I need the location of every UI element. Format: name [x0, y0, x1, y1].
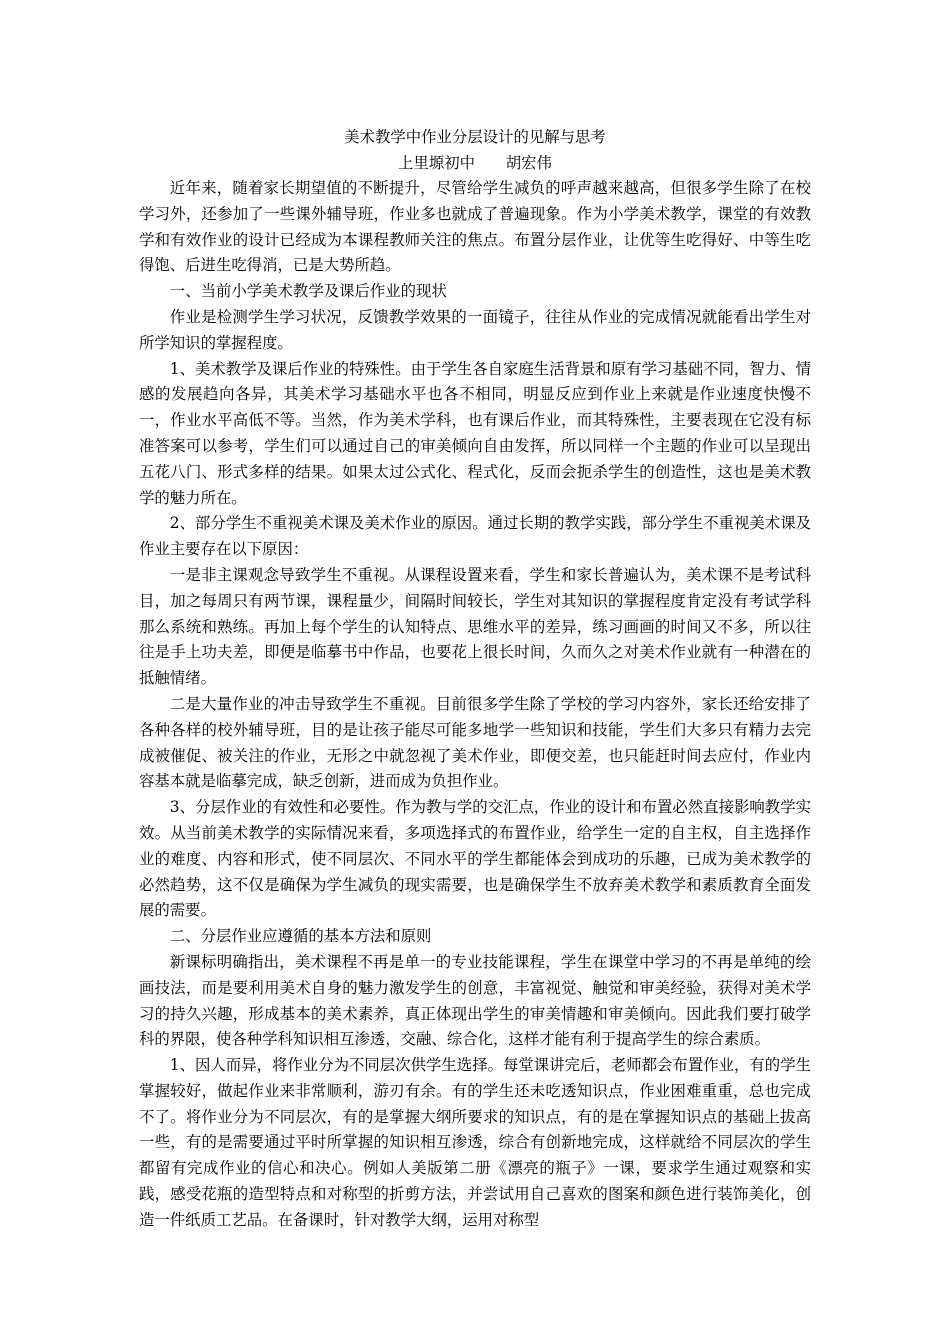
author-line: 上里塬初中 胡宏伟	[398, 154, 552, 172]
paragraph: 作业是检测学生学习状况，反馈教学效果的一面镜子，往往从作业的完成情况就能看出学生对所学知识的掌握程度。	[139, 307, 811, 352]
paragraph: 1、美术教学及课后作业的特殊性。由于学生各自家庭生活背景和原有学习基础不同，智力、情感的发展趋向各异，其美术学习基础水平也各不相同，明显反应到作业上来就是作业速度快慢不一，作业水平高低不等。当然，作为美术学科，也有课后作业，而其特殊性，主要表现在它没有标准答案可以参考，学生们可以通过自己的审美倾向自由发挥，所以同样一个主题的作业可以呈现出五花八门、形式多样的结果。如果太过公式化、程式化，反而会扼杀学生的创造性，这也是美术教学的魅力所在。	[139, 359, 811, 507]
paragraph: 二是大量作业的冲击导致学生不重视。目前很多学生除了学校的学习内容外，家长还给安排了各种各样的校外辅导班，目的是让孩子能尽可能多地学一些知识和技能，学生们大多只有精力去完成被催促、被关注的作业，无形之中就忽视了美术作业，即便交差，也只能赶时间去应付，作业内容基本就是临摹完成，缺乏创新，进而成为负担作业。	[139, 694, 811, 791]
paragraph-intro: 近年来，随着家长期望值的不断提升，尽管给学生减负的呼声越来越高，但很多学生除了在校学习外，还参加了一些课外辅导班，作业多也就成了普遍现象。作为小学美术教学，课堂的有效教学和有效作业的设计已经成为本课程教师关注的焦点。布置分层作业，让优等生吃得好、中等生吃得饱、后进生吃得消，已是大势所趋。	[139, 179, 811, 275]
document-page	[139, 124, 811, 1234]
paragraph: 一是非主课观念导致学生不重视。从课程设置来看，学生和家长普遍认为，美术课不是考试科目，加之每周只有两节课，课程量少，间隔时间较长，学生对其知识的掌握程度肯定没有考试学科那么系统和熟练。再加上每个学生的认知特点、思维水平的差异，练习画画的时间又不多，所以往往是手上功夫差，即便是临摹书中作品，也要花上很长时间，久而久之对美术作业就有一种潜在的抵触情绪。	[139, 565, 811, 688]
paragraph: 3、分层作业的有效性和必要性。作为教与学的交汇点，作业的设计和布置必然直接影响教学实效。从当前美术教学的实际情况来看，多项选择式的布置作业，给学生一定的自主权，自主选择作业的难度、内容和形式，使不同层次、不同水平的学生都能体会到成功的乐趣，已成为美术教学的必然趋势，这不仅是确保为学生减负的现实需要，也是确保学生不放弃美术教学和素质教育全面发展的需要。	[139, 798, 811, 920]
paragraph: 2、部分学生不重视美术课及美术作业的原因。通过长期的教学实践，部分学生不重视美术课及作业主要存在以下原因：	[139, 514, 811, 559]
paragraph: 1、因人而异，将作业分为不同层次供学生选择。每堂课讲完后，老师都会布置作业，有的学生掌握较好，做起作业来非常顺利，游刃有余。有的学生还未吃透知识点，作业困难重重，总也完成不了。将作业分为不同层次，有的是掌握大纲所要求的知识点，有的是在掌握知识点的基础上拔高一些，有的是需要通过平时所掌握的知识相互渗透，综合有创新地完成，这样就给不同层次的学生都留有完成作业的信心和决心。例如人美版第二册《漂亮的瓶子》一课，要求学生通过观察和实践，感受花瓶的造型特点和对称型的折剪方法，并尝试用自己喜欢的图案和颜色进行装饰美化，创造一件纸质工艺品。在备课时，针对教学大纲，运用对称型	[139, 1056, 811, 1229]
section-heading-1: 一、当前小学美术教学及课后作业的现状	[169, 282, 447, 301]
document-title: 美术教学中作业分层设计的见解与思考	[344, 128, 606, 146]
section-heading-2: 二、分层作业应遵循的基本方法和原则	[169, 927, 432, 946]
paragraph: 新课标明确指出，美术课程不再是单一的专业技能课程，学生在课堂中学习的不再是单纯的绘画技法，而是要利用美术自身的魅力激发学生的创意，丰富视觉、触觉和审美经验，获得对美术学习的持久兴趣，形成基本的美术素养，真正体现出学生的审美情趣和审美倾向。因此我们要打破学科的界限，使各种学科知识相互渗透，交融、综合化，这样才能有利于提高学生的综合素质。	[139, 952, 811, 1049]
